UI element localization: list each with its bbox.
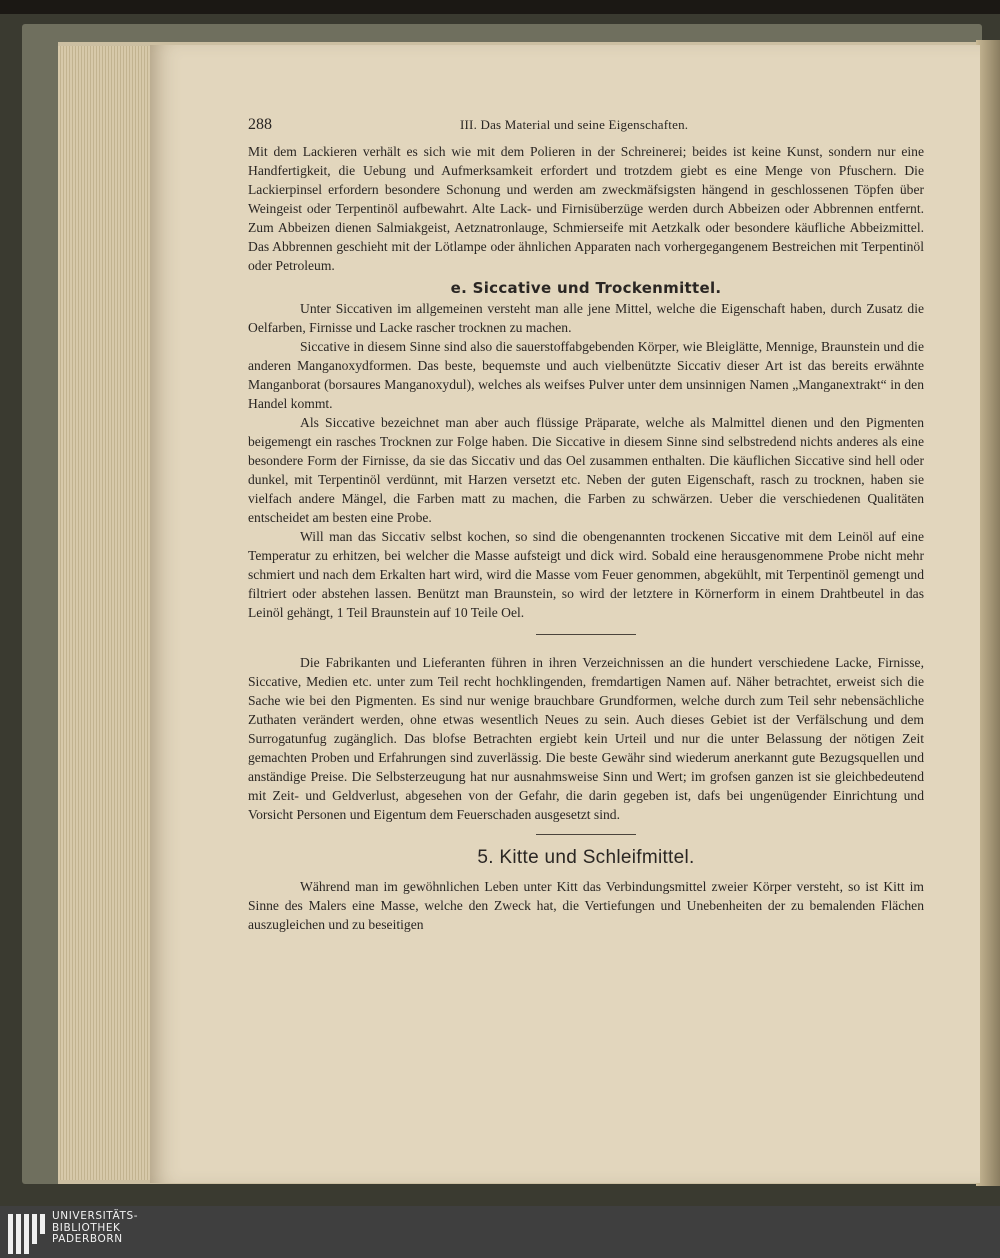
- intro-paragraph: Mit dem Lackieren verhält es sich wie mit dem Polieren in der Schreinerei; beides ist keine Kunst, sondern nur eine Handfertigkeit, die Uebung und Aufmerksamkeit erfordert und trotzdem giebt es eine Menge von Pfuschern. Die Lackierpinsel erfordern besondere Schonung und werden am zweckmäfsigsten hängend in geschlossenen Töpfen über Weingeist oder Terpentinöl aufbewahrt. Alte Lack- und Firnisüberzüge werden durch Abbeizen oder Abbrennen entfernt. Zum Abbeizen dienen Salmiakgeist, Aetznatronlauge, Schmierseife mit Aetzkalk oder besondere käufliche Abbeizmittel. Das Abbrennen geschieht mit der Lötlampe oder ähnlichen Apparaten nach vorhergegangenem Bestreichen mit Terpentinöl oder Petroleum.: [248, 144, 924, 273]
- section-divider: [536, 634, 636, 635]
- paragraph: Als Siccative bezeichnet man aber auch flüssige Präparate, welche als Malmittel dienen und den Pigmenten beigemengt ein rasches Trocknen zur Folge haben. Die Siccative in diesem Sinne sind selbstredend nichts anderes als eine besondere Form der Firnisse, da sie das Siccativ und das Oel zusammen enthalten. Die käuflichen Siccative sind hell oder dunkel, mit Terpentinöl verdünnt, mit Harzen versetzt etc. Neben der guten Eigenschaft, rasch zu trocknen, haben sie vielfach andere Mängel, die Farben matt zu machen, die Farben zu schwärzen. Ueber die verschiedenen Qualitäten entscheidet am besten eine Probe.: [248, 415, 924, 525]
- section-heading-siccative: e. Siccative und Trockenmittel.: [450, 279, 722, 297]
- chapter-heading-kitte: 5. Kitte und Schleifmittel.: [477, 847, 695, 868]
- library-bars-icon: [8, 1214, 46, 1254]
- library-footer: [0, 1206, 1000, 1258]
- closing-paragraph: Die Fabrikanten und Lieferanten führen in ihren Verzeichnissen an die hundert verschiedene Lacke, Firnisse, Siccative, Medien etc. unter zum Teil recht hochklingenden, fremdartigen Namen auf. Näher betrachtet, erweist sich die Sache wie bei den Pigmenten. Es sind nur wenige brauchbare Grundformen, welche durch zum Teil sehr nebensächliche Zuthaten verändert werden, ohne etwas wesentlich Neues zu sein. Auch dieses Gebiet ist der Verfälschung und dem Surrogatunfug zugänglich. Das blofse Betrachten ergiebt kein Urteil und nur die unter Belassung der nötigen Zeit gemachten Proben und Erfahrungen sind zuverlässig. Die beste Gewähr sind wiederum anerkannt gute Bezugsquellen und anständige Preise. Die Selbsterzeugung hat nur ausnahmsweise Sinn und Wert; im grofsen ganzen ist sie gleichbedeutend mit Zeit- und Geldverlust, abgesehen von der Gefahr, die darin gegeben ist, dafs bei ungenügender Einrichtung und Vorsicht Personen und Eigentum dem Feuerschaden ausgesetzt sind.: [248, 655, 924, 822]
- chapter-paragraph: Während man im gewöhnlichen Leben unter Kitt das Verbindungsmittel zweier Körper versteht, so ist Kitt im Sinne des Malers eine Masse, welche den Zweck hat, die Vertiefungen und Unebenheiten der zu bemalenden Flächen auszugleichen und zu beseitigen: [248, 879, 924, 932]
- paragraph: Siccative in diesem Sinne sind also die sauerstoffabgebenden Körper, wie Bleiglätte, Mennige, Braunstein und die anderen Manganoxydformen. Das beste, bequemste und auch vielbenützte Siccativ dieser Art ist das bereits erwähnte Manganborat (borsaures Manganoxydul), welches als weifses Pulver unter dem unsinnigen Namen „Manganextrakt“ in den Handel kommt.: [248, 339, 924, 411]
- page-stack-edges: [58, 46, 158, 1180]
- paragraph: Unter Siccativen im allgemeinen versteht man alle jene Mittel, welche die Eigenschaft haben, durch Zusatz die Oelfarben, Firnisse und Lacke rascher trocknen zu machen.: [248, 301, 924, 335]
- logo-line: PADERBORN: [52, 1233, 123, 1245]
- running-header: [248, 116, 924, 142]
- paragraph: Will man das Siccativ selbst kochen, so sind die obengenannten trockenen Siccative mit dem Leinöl auf eine Temperatur zu erhitzen, bei welcher die Masse aufsteigt und dick wird. Sobald eine herausgenommene Probe nicht mehr schmiert und nach dem Erkalten hart wird, wird die Masse vom Feuer genommen, abgekühlt, mit Terpentinöl gemengt und filtriert oder abstehen lassen. Benützt man Braunstein, so wird der letztere in Körnerform in einem Drahtbeutel in das Leinöl gehängt, 1 Teil Braunstein auf 10 Teile Oel.: [248, 529, 924, 620]
- library-logo-text: [52, 1211, 138, 1246]
- page-number: 288: [248, 116, 272, 133]
- running-title: III. Das Material und seine Eigenschaften.: [460, 117, 689, 132]
- page-text: [248, 116, 924, 934]
- logo-line: BIBLIOTHEK: [52, 1221, 121, 1234]
- logo-line: UNIVERSITÄTS-: [52, 1210, 139, 1222]
- chapter-divider: [536, 834, 636, 835]
